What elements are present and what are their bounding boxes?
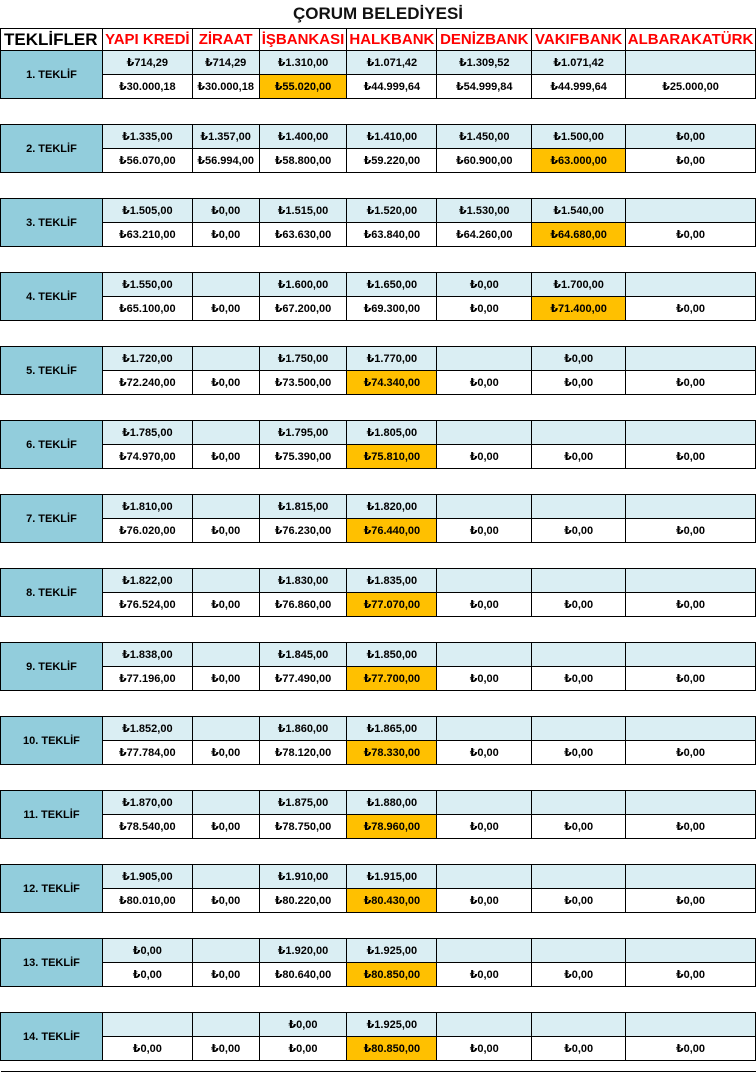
offer-row-unit [1,495,756,519]
unit-price-cell[interactable] [532,421,626,445]
total-amount-cell[interactable]: ₺76.230,00 [259,519,347,543]
unit-price-cell[interactable] [532,939,626,963]
total-amount-cell[interactable]: ₺0,00 [437,963,532,987]
total-amount-cell[interactable]: ₺0,00 [437,371,532,395]
highest-bid-cell[interactable]: ₺55.020,00 [259,75,347,99]
total-amount-cell[interactable]: ₺78.750,00 [259,815,347,839]
total-amount-cell[interactable]: ₺0,00 [626,445,756,469]
spacer-row [1,617,756,643]
offer-row-total [1,297,756,321]
unit-price-cell[interactable]: ₺0,00 [437,273,532,297]
offer-label-cell[interactable]: 9. TEKLİF [1,643,103,691]
highest-bid-cell[interactable]: ₺78.330,00 [347,741,437,765]
total-amount-cell[interactable]: ₺56.994,00 [192,149,259,173]
offer-label-cell[interactable]: 10. TEKLİF [1,717,103,765]
total-amount-cell[interactable]: ₺0,00 [532,519,626,543]
offer-row-unit [1,717,756,741]
total-amount-cell[interactable]: ₺0,00 [626,889,756,913]
total-amount-cell[interactable]: ₺67.200,00 [259,297,347,321]
unit-price-cell[interactable] [626,717,756,741]
unit-price-cell[interactable] [626,791,756,815]
unit-price-cell[interactable]: ₺1.550,00 [102,273,192,297]
offer-row-unit [1,199,756,223]
unit-price-cell[interactable] [532,717,626,741]
total-amount-cell[interactable]: ₺0,00 [437,889,532,913]
offer-row-unit [1,865,756,889]
total-amount-cell[interactable]: ₺0,00 [626,371,756,395]
offer-row-unit [1,125,756,149]
unit-price-cell[interactable] [437,421,532,445]
offer-row-total [1,371,756,395]
unit-price-cell[interactable]: ₺1.505,00 [102,199,192,223]
unit-price-cell[interactable]: ₺1.865,00 [347,717,437,741]
unit-price-cell[interactable] [532,569,626,593]
unit-price-cell[interactable]: ₺0,00 [259,1013,347,1037]
total-amount-cell[interactable]: ₺0,00 [192,593,259,617]
offer-row-total [1,815,756,839]
highest-bid-cell[interactable]: ₺76.440,00 [347,519,437,543]
unit-price-cell[interactable]: ₺1.770,00 [347,347,437,371]
unit-price-cell[interactable]: ₺1.910,00 [259,865,347,889]
unit-price-cell[interactable]: ₺1.540,00 [532,199,626,223]
total-amount-cell[interactable]: ₺0,00 [437,519,532,543]
spacer-row [1,99,756,125]
highest-bid-cell[interactable]: ₺71.400,00 [532,297,626,321]
spacer-cell [1,469,756,495]
unit-price-cell[interactable]: ₺0,00 [626,125,756,149]
offer-label-cell[interactable]: 7. TEKLİF [1,495,103,543]
offer-label-cell[interactable]: 13. TEKLİF [1,939,103,987]
total-amount-cell[interactable]: ₺0,00 [532,889,626,913]
total-amount-cell[interactable]: ₺78.120,00 [259,741,347,765]
total-amount-cell[interactable]: ₺80.220,00 [259,889,347,913]
offer-label-cell[interactable]: 12. TEKLİF [1,865,103,913]
unit-price-cell[interactable]: ₺1.845,00 [259,643,347,667]
unit-price-cell[interactable]: ₺1.520,00 [347,199,437,223]
total-amount-cell[interactable]: ₺77.196,00 [102,667,192,691]
offer-row-unit [1,421,756,445]
offer-row-total [1,889,756,913]
total-amount-cell[interactable]: ₺0,00 [532,963,626,987]
unit-price-cell[interactable]: ₺1.720,00 [102,347,192,371]
spacer-cell [1,173,756,199]
unit-price-cell[interactable] [192,421,259,445]
total-amount-cell[interactable]: ₺30.000,18 [102,75,192,99]
spacer-cell [1,395,756,421]
spacer-cell [1,987,756,1013]
offer-label-cell[interactable]: 6. TEKLİF [1,421,103,469]
unit-price-cell[interactable]: ₺1.852,00 [102,717,192,741]
unit-price-cell[interactable] [532,1013,626,1037]
unit-price-cell[interactable] [437,791,532,815]
offer-row-unit [1,569,756,593]
total-amount-cell[interactable]: ₺77.490,00 [259,667,347,691]
unit-price-cell[interactable]: ₺1.925,00 [347,1013,437,1037]
total-amount-cell[interactable]: ₺64.260,00 [437,223,532,247]
unit-price-cell[interactable]: ₺1.915,00 [347,865,437,889]
total-amount-cell[interactable]: ₺73.500,00 [259,371,347,395]
offer-row-unit [1,791,756,815]
spacer-row [1,395,756,421]
unit-price-cell[interactable] [192,495,259,519]
highest-bid-cell[interactable]: ₺63.000,00 [532,149,626,173]
highest-bid-cell[interactable]: ₺80.850,00 [347,963,437,987]
unit-price-cell[interactable] [437,569,532,593]
unit-price-cell[interactable] [626,51,756,75]
unit-price-cell[interactable] [626,569,756,593]
bank-header-cell[interactable]: ALBARAKATÜRK [626,29,756,51]
unit-price-cell[interactable]: ₺1.530,00 [437,199,532,223]
offer-label-cell[interactable]: 3. TEKLİF [1,199,103,247]
header-row [1,29,756,51]
spacer-row [1,913,756,939]
total-amount-cell[interactable]: ₺0,00 [626,815,756,839]
total-amount-cell[interactable]: ₺78.540,00 [102,815,192,839]
total-amount-cell[interactable]: ₺0,00 [192,1037,259,1061]
highest-bid-cell[interactable]: ₺80.430,00 [347,889,437,913]
unit-price-cell[interactable]: ₺1.450,00 [437,125,532,149]
offer-row-total [1,519,756,543]
bank-header-cell[interactable]: HALKBANK [347,29,437,51]
total-amount-cell[interactable]: ₺0,00 [437,297,532,321]
unit-price-cell[interactable]: ₺1.071,42 [347,51,437,75]
offer-label-cell[interactable]: 11. TEKLİF [1,791,103,839]
spacer-cell [1,765,756,791]
unit-price-cell[interactable] [437,939,532,963]
spacer-row [1,1061,756,1072]
offers-table-body [1,29,756,1072]
total-amount-cell[interactable]: ₺0,00 [437,741,532,765]
sheet-title: ÇORUM BELEDİYESİ [292,4,464,23]
unit-price-cell[interactable]: ₺1.820,00 [347,495,437,519]
spacer-cell [1,617,756,643]
total-amount-cell[interactable]: ₺0,00 [102,963,192,987]
total-amount-cell[interactable]: ₺0,00 [626,297,756,321]
bank-header-cell[interactable]: YAPI KREDİ [102,29,192,51]
highest-bid-cell[interactable]: ₺80.850,00 [347,1037,437,1061]
total-amount-cell[interactable]: ₺0,00 [626,223,756,247]
offer-row-total [1,149,756,173]
unit-price-cell[interactable]: ₺1.860,00 [259,717,347,741]
total-amount-cell[interactable]: ₺77.784,00 [102,741,192,765]
unit-price-cell[interactable] [192,569,259,593]
total-amount-cell[interactable]: ₺0,00 [626,667,756,691]
offer-label-cell[interactable]: 5. TEKLİF [1,347,103,395]
total-amount-cell[interactable]: ₺59.220,00 [347,149,437,173]
offer-row-unit [1,1013,756,1037]
unit-price-cell[interactable]: ₺1.335,00 [102,125,192,149]
total-amount-cell[interactable]: ₺0,00 [437,593,532,617]
unit-price-cell[interactable] [626,865,756,889]
total-amount-cell[interactable]: ₺0,00 [192,741,259,765]
total-amount-cell[interactable]: ₺54.999,84 [437,75,532,99]
unit-price-cell[interactable] [437,643,532,667]
unit-price-cell[interactable]: ₺1.357,00 [192,125,259,149]
total-amount-cell[interactable]: ₺0,00 [532,371,626,395]
unit-price-cell[interactable]: ₺1.650,00 [347,273,437,297]
unit-price-cell[interactable]: ₺1.822,00 [102,569,192,593]
total-amount-cell[interactable]: ₺0,00 [192,371,259,395]
unit-price-cell[interactable]: ₺0,00 [102,939,192,963]
total-amount-cell[interactable]: ₺44.999,64 [347,75,437,99]
unit-price-cell[interactable] [532,865,626,889]
total-amount-cell[interactable]: ₺0,00 [532,593,626,617]
bank-header-cell[interactable]: VAKIFBANK [532,29,626,51]
highest-bid-cell[interactable]: ₺77.070,00 [347,593,437,617]
offer-label-cell[interactable]: 14. TEKLİF [1,1013,103,1061]
unit-price-cell[interactable] [192,273,259,297]
unit-price-cell[interactable] [626,347,756,371]
unit-price-cell[interactable]: ₺1.875,00 [259,791,347,815]
unit-price-cell[interactable] [192,865,259,889]
spacer-cell [1,913,756,939]
spacer-row [1,765,756,791]
total-amount-cell[interactable]: ₺63.630,00 [259,223,347,247]
spacer-cell [1,691,756,717]
total-amount-cell[interactable]: ₺0,00 [532,815,626,839]
offer-row-unit [1,51,756,75]
total-amount-cell[interactable]: ₺60.900,00 [437,149,532,173]
spacer-row [1,987,756,1013]
unit-price-cell[interactable]: ₺1.838,00 [102,643,192,667]
unit-price-cell[interactable]: ₺714,29 [192,51,259,75]
total-amount-cell[interactable]: ₺0,00 [626,149,756,173]
unit-price-cell[interactable]: ₺1.880,00 [347,791,437,815]
total-amount-cell[interactable]: ₺80.640,00 [259,963,347,987]
total-amount-cell[interactable]: ₺0,00 [626,1037,756,1061]
unit-price-cell[interactable] [437,717,532,741]
total-amount-cell[interactable]: ₺44.999,64 [532,75,626,99]
offer-row-total [1,75,756,99]
total-amount-cell[interactable]: ₺0,00 [102,1037,192,1061]
total-amount-cell[interactable]: ₺0,00 [192,667,259,691]
offer-label-cell[interactable]: 4. TEKLİF [1,273,103,321]
spacer-row [1,321,756,347]
unit-price-cell[interactable]: ₺0,00 [532,347,626,371]
total-amount-cell[interactable]: ₺0,00 [192,445,259,469]
unit-price-cell[interactable]: ₺1.410,00 [347,125,437,149]
total-amount-cell[interactable]: ₺80.010,00 [102,889,192,913]
offer-label-cell[interactable]: 2. TEKLİF [1,125,103,173]
total-amount-cell[interactable]: ₺30.000,18 [192,75,259,99]
unit-price-cell[interactable]: ₺1.920,00 [259,939,347,963]
offer-row-total [1,1037,756,1061]
total-amount-cell[interactable]: ₺0,00 [532,667,626,691]
offer-row-unit [1,939,756,963]
bank-header-cell[interactable]: ZİRAAT [192,29,259,51]
unit-price-cell[interactable] [192,791,259,815]
total-amount-cell[interactable]: ₺0,00 [626,963,756,987]
spacer-cell [1,543,756,569]
unit-price-cell[interactable]: ₺1.870,00 [102,791,192,815]
total-amount-cell[interactable]: ₺76.860,00 [259,593,347,617]
unit-price-cell[interactable]: ₺0,00 [192,199,259,223]
unit-price-cell[interactable]: ₺1.810,00 [102,495,192,519]
spacer-row [1,543,756,569]
total-amount-cell[interactable]: ₺0,00 [437,815,532,839]
total-amount-cell[interactable]: ₺69.300,00 [347,297,437,321]
unit-price-cell[interactable]: ₺1.925,00 [347,939,437,963]
total-amount-cell[interactable]: ₺0,00 [437,445,532,469]
unit-price-cell[interactable]: ₺1.805,00 [347,421,437,445]
unit-price-cell[interactable] [626,1013,756,1037]
spacer-row [1,247,756,273]
offer-row-total [1,963,756,987]
unit-price-cell[interactable]: ₺1.700,00 [532,273,626,297]
offer-row-unit [1,273,756,297]
unit-price-cell[interactable] [626,939,756,963]
highest-bid-cell[interactable]: ₺64.680,00 [532,223,626,247]
spacer-row [1,691,756,717]
unit-price-cell[interactable] [437,1013,532,1037]
highest-bid-cell[interactable]: ₺74.340,00 [347,371,437,395]
unit-price-cell[interactable] [626,421,756,445]
total-amount-cell[interactable]: ₺58.800,00 [259,149,347,173]
total-amount-cell[interactable]: ₺76.524,00 [102,593,192,617]
bank-header-cell[interactable]: DENİZBANK [437,29,532,51]
total-amount-cell[interactable]: ₺0,00 [192,889,259,913]
offer-row-unit [1,643,756,667]
total-amount-cell[interactable]: ₺0,00 [192,223,259,247]
unit-price-cell[interactable]: ₺1.830,00 [259,569,347,593]
offers-header-cell[interactable]: TEKLİFLER [1,29,103,51]
offer-row-total [1,667,756,691]
unit-price-cell[interactable]: ₺1.750,00 [259,347,347,371]
highest-bid-cell[interactable]: ₺78.960,00 [347,815,437,839]
unit-price-cell[interactable]: ₺1.785,00 [102,421,192,445]
total-amount-cell[interactable]: ₺63.210,00 [102,223,192,247]
unit-price-cell[interactable]: ₺1.835,00 [347,569,437,593]
total-amount-cell[interactable]: ₺0,00 [437,667,532,691]
total-amount-cell[interactable]: ₺0,00 [626,519,756,543]
unit-price-cell[interactable] [626,273,756,297]
unit-price-cell[interactable] [192,347,259,371]
unit-price-cell[interactable]: ₺1.400,00 [259,125,347,149]
total-amount-cell[interactable]: ₺65.100,00 [102,297,192,321]
unit-price-cell[interactable]: ₺1.850,00 [347,643,437,667]
unit-price-cell[interactable]: ₺1.515,00 [259,199,347,223]
total-amount-cell[interactable]: ₺25.000,00 [626,75,756,99]
unit-price-cell[interactable] [192,643,259,667]
total-amount-cell[interactable]: ₺0,00 [532,741,626,765]
spacer-cell [1,1061,756,1072]
total-amount-cell[interactable]: ₺0,00 [192,963,259,987]
offer-row-total [1,445,756,469]
bank-header-cell[interactable]: İŞBANKASI [259,29,347,51]
total-amount-cell[interactable]: ₺0,00 [192,297,259,321]
spacer-cell [1,247,756,273]
unit-price-cell[interactable]: ₺1.795,00 [259,421,347,445]
total-amount-cell[interactable]: ₺56.070,00 [102,149,192,173]
offer-row-total [1,593,756,617]
unit-price-cell[interactable] [437,495,532,519]
total-amount-cell[interactable]: ₺0,00 [626,593,756,617]
offer-label-cell[interactable]: 8. TEKLİF [1,569,103,617]
unit-price-cell[interactable]: ₺1.815,00 [259,495,347,519]
total-amount-cell[interactable]: ₺0,00 [437,1037,532,1061]
total-amount-cell[interactable]: ₺76.020,00 [102,519,192,543]
unit-price-cell[interactable] [437,865,532,889]
total-amount-cell[interactable]: ₺63.840,00 [347,223,437,247]
spacer-row [1,839,756,865]
offer-row-total [1,223,756,247]
unit-price-cell[interactable] [192,717,259,741]
unit-price-cell[interactable]: ₺714,29 [102,51,192,75]
unit-price-cell[interactable] [626,643,756,667]
spacer-cell [1,839,756,865]
highest-bid-cell[interactable]: ₺77.700,00 [347,667,437,691]
offer-label-cell[interactable]: 1. TEKLİF [1,51,103,99]
total-amount-cell[interactable]: ₺75.390,00 [259,445,347,469]
unit-price-cell[interactable] [102,1013,192,1037]
unit-price-cell[interactable] [626,199,756,223]
unit-price-cell[interactable]: ₺1.310,00 [259,51,347,75]
total-amount-cell[interactable]: ₺72.240,00 [102,371,192,395]
offer-row-total [1,741,756,765]
unit-price-cell[interactable] [532,791,626,815]
unit-price-cell[interactable]: ₺1.905,00 [102,865,192,889]
total-amount-cell[interactable]: ₺0,00 [192,519,259,543]
total-amount-cell[interactable]: ₺0,00 [532,445,626,469]
unit-price-cell[interactable] [626,495,756,519]
spacer-row [1,469,756,495]
total-amount-cell[interactable]: ₺0,00 [259,1037,347,1061]
unit-price-cell[interactable]: ₺1.500,00 [532,125,626,149]
total-amount-cell[interactable]: ₺0,00 [192,815,259,839]
spacer-row [1,173,756,199]
spacer-cell [1,99,756,125]
offer-row-unit [1,347,756,371]
spacer-cell [1,321,756,347]
total-amount-cell[interactable]: ₺0,00 [626,741,756,765]
unit-price-cell[interactable] [437,347,532,371]
unit-price-cell[interactable] [192,1013,259,1037]
unit-price-cell[interactable]: ₺1.600,00 [259,273,347,297]
total-amount-cell[interactable]: ₺0,00 [532,1037,626,1061]
unit-price-cell[interactable] [192,939,259,963]
unit-price-cell[interactable]: ₺1.309,52 [437,51,532,75]
highest-bid-cell[interactable]: ₺75.810,00 [347,445,437,469]
total-amount-cell[interactable]: ₺74.970,00 [102,445,192,469]
offers-table [0,28,756,1072]
unit-price-cell[interactable]: ₺1.071,42 [532,51,626,75]
unit-price-cell[interactable] [532,643,626,667]
unit-price-cell[interactable] [532,495,626,519]
